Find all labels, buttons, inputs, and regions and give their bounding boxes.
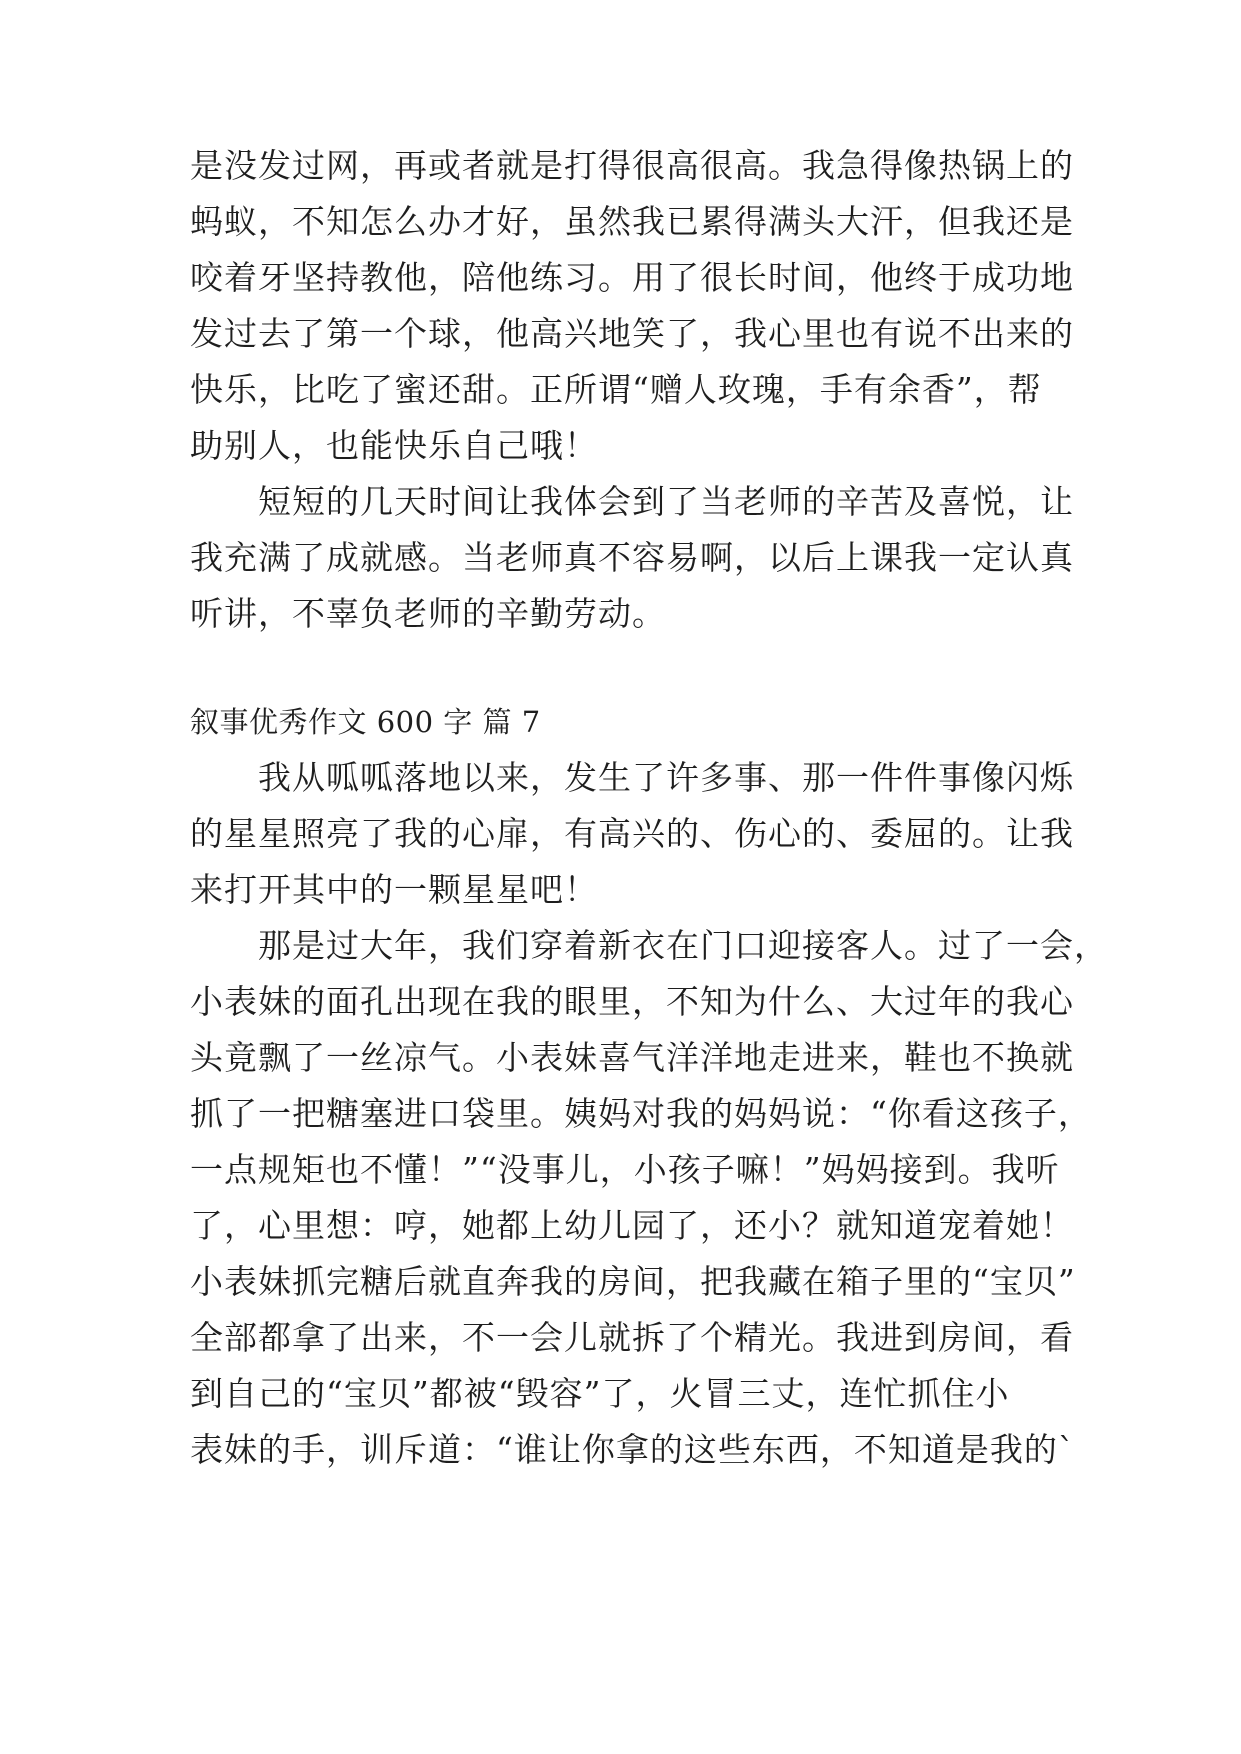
text-line: 快乐，比吃了蜜还甜。正所谓“赠人玫瑰，手有余香”，帮 xyxy=(190,370,1042,409)
text-line: 一点规矩也不懂！”“没事儿，小孩子嘛！”妈妈接到。我听 xyxy=(190,1150,1060,1189)
text-line: 咬着牙坚持教他，陪他练习。用了很长时间，他终于成功地 xyxy=(190,258,1074,297)
text-line: 来打开其中的一颗星星吧！ xyxy=(190,870,598,909)
text-line: 全部都拿了出来，不一会儿就拆了个精光。我进到房间，看 xyxy=(190,1318,1074,1357)
text-line: 发过去了第一个球，他高兴地笑了，我心里也有说不出来的 xyxy=(190,314,1074,353)
text-line: 抓了一把糖塞进口袋里。姨妈对我的妈妈说：“你看这孩子， xyxy=(190,1094,1092,1133)
text-line: 小表妹抓完糖后就直奔我的房间，把我藏在箱子里的“宝贝” xyxy=(190,1262,1076,1301)
text-line: 了，心里想：哼，她都上幼儿园了，还小？就知道宠着她！ xyxy=(190,1206,1074,1245)
text-line: 听讲，不辜负老师的辛勤劳动。 xyxy=(190,594,666,633)
text-line: 蚂蚁，不知怎么办才好，虽然我已累得满头大汗，但我还是 xyxy=(190,202,1074,241)
text-line: 助别人，也能快乐自己哦！ xyxy=(190,426,598,465)
section-heading: 叙事优秀作文 600 字 篇 7 xyxy=(190,705,541,739)
text-line: 那是过大年，我们穿着新衣在门口迎接客人。过了一会， xyxy=(190,926,1108,965)
text-line: 是没发过网，再或者就是打得很高很高。我急得像热锅上的 xyxy=(190,146,1074,185)
text-line: 表妹的手，训斥道：“谁让你拿的这些东西，不知道是我的` xyxy=(190,1430,1076,1469)
text-line: 的星星照亮了我的心扉，有高兴的、伤心的、委屈的。让我 xyxy=(190,814,1074,853)
text-line: 到自己的“宝贝”都被“毁容”了，火冒三丈，连忙抓住小 xyxy=(190,1374,1010,1413)
text-line: 头竟飘了一丝凉气。小表妹喜气洋洋地走进来，鞋也不换就 xyxy=(190,1038,1074,1077)
text-line: 短短的几天时间让我体会到了当老师的辛苦及喜悦，让 xyxy=(190,482,1074,521)
text-line: 我充满了成就感。当老师真不容易啊，以后上课我一定认真 xyxy=(190,538,1074,577)
text-line: 小表妹的面孔出现在我的眼里，不知为什么、大过年的我心 xyxy=(190,982,1074,1021)
text-line: 我从呱呱落地以来，发生了许多事、那一件件事像闪烁 xyxy=(190,758,1074,797)
